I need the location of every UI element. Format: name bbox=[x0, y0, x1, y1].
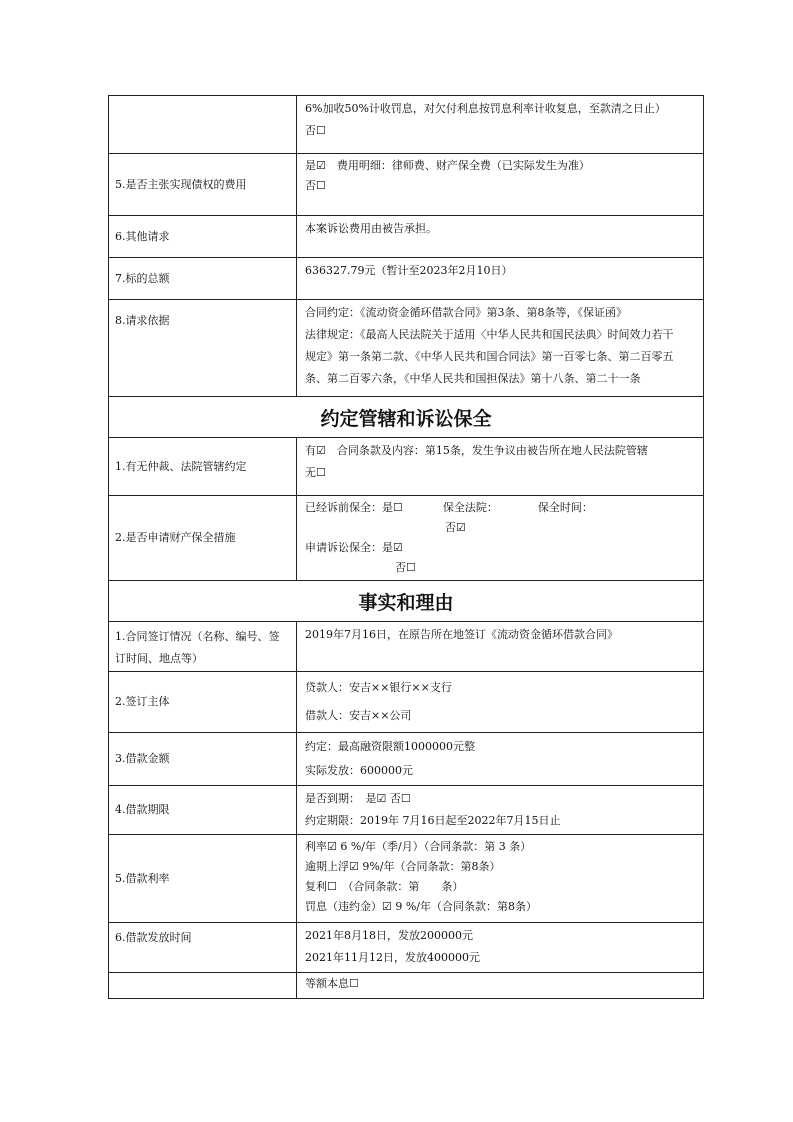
section-header-row bbox=[109, 581, 704, 622]
row-value bbox=[297, 96, 704, 154]
row-label bbox=[109, 973, 297, 999]
row-label: 1.合同签订情况（名称、编号、签订时间、地点等） bbox=[109, 622, 297, 672]
value-line: 申请诉讼保全：是☑ bbox=[305, 541, 403, 554]
row-label: 3.借款金额 bbox=[109, 733, 297, 786]
row-value bbox=[297, 835, 704, 923]
table-row bbox=[109, 835, 704, 923]
value-line: 约定：最高融资限额1000000元整 bbox=[305, 740, 475, 753]
value-line: 条、第二百零六条，《中华人民共和国担保法》第十八条、第二十一条 bbox=[305, 372, 641, 385]
row-label: 4.借款期限 bbox=[109, 786, 297, 835]
table-row bbox=[109, 258, 704, 300]
row-value bbox=[297, 733, 704, 786]
row-label: 5.是否主张实现债权的费用 bbox=[109, 154, 297, 216]
value-line: 规定》第一条第二款、《中华人民共和国合同法》第一百零七条、第二百零五 bbox=[305, 350, 674, 363]
table-row bbox=[109, 672, 704, 733]
row-label: 6.借款发放时间 bbox=[109, 923, 297, 973]
value-line: 约定期限：2019年 7月16日起至2022年7月15日止 bbox=[305, 814, 561, 827]
row-value bbox=[297, 438, 704, 496]
table-row bbox=[109, 973, 704, 999]
row-value bbox=[297, 923, 704, 973]
value-line: 借款人：安吉××公司 bbox=[305, 709, 412, 722]
value-line: 2021年11月12日，发放400000元 bbox=[305, 951, 480, 964]
row-label bbox=[109, 96, 297, 154]
value-line: 6%加收50%计收罚息，对欠付利息按罚息利率计收复息，至款清之日止） bbox=[305, 102, 666, 115]
value-line: 否☐ bbox=[305, 179, 326, 192]
value-line: 逾期上浮☑ 9%/年（合同条款：第8条） bbox=[305, 860, 501, 873]
row-value bbox=[297, 258, 704, 300]
row-label: 1.有无仲裁、法院管辖约定 bbox=[109, 438, 297, 496]
value-line: 合同约定：《流动资金循环借款合同》第3条、第8条等，《保证函》 bbox=[305, 306, 627, 319]
table-row bbox=[109, 300, 704, 397]
table-row bbox=[109, 496, 704, 581]
row-value bbox=[297, 154, 704, 216]
pre-suit-preservation: 已经诉前保全：是☐ bbox=[305, 501, 403, 514]
value-line: 2021年8月18日，发放200000元 bbox=[305, 929, 473, 942]
value-line: 实际发放：600000元 bbox=[305, 764, 413, 777]
table-row bbox=[109, 96, 704, 154]
table-row bbox=[109, 438, 704, 496]
row-label: 2.签订主体 bbox=[109, 672, 297, 733]
value-line: 是☑ 费用明细：律师费、财产保全费（已实际发生为准） bbox=[305, 159, 590, 172]
table-row bbox=[109, 923, 704, 973]
row-value bbox=[297, 786, 704, 835]
row-label: 2.是否申请财产保全措施 bbox=[109, 496, 297, 581]
row-label: 6.其他请求 bbox=[109, 216, 297, 258]
value-line: 否☑ bbox=[445, 521, 466, 534]
table-row bbox=[109, 786, 704, 835]
value-line: 否☐ bbox=[395, 561, 416, 574]
row-value bbox=[297, 216, 704, 258]
value-line: 法律规定：《最高人民法院关于适用〈中华人民共和国民法典〉时间效力若干 bbox=[305, 328, 674, 341]
row-value bbox=[297, 496, 704, 581]
table-row bbox=[109, 216, 704, 258]
row-label: 7.标的总额 bbox=[109, 258, 297, 300]
value-line: 有☑ 合同条款及内容：第15条，发生争议由被告所在地人民法院管辖 bbox=[305, 444, 648, 457]
complaint-form-table bbox=[108, 95, 704, 999]
value-line bbox=[305, 498, 695, 518]
table-row bbox=[109, 154, 704, 216]
row-value bbox=[297, 672, 704, 733]
section-title-jurisdiction: 约定管辖和诉讼保全 bbox=[109, 397, 704, 438]
value-line: 利率☑ 6 %/年（季/月）（合同条款：第 3 条） bbox=[305, 840, 532, 853]
row-label: 8.请求依据 bbox=[109, 300, 297, 397]
value-line: 636327.79元（暂计至2023年2月10日） bbox=[305, 264, 513, 277]
row-label: 5.借款利率 bbox=[109, 835, 297, 923]
table-row bbox=[109, 622, 704, 672]
preservation-court: 保全法院： bbox=[442, 501, 498, 514]
table-row bbox=[109, 733, 704, 786]
value-line: 否☐ bbox=[305, 124, 326, 137]
value-line: 复利☐ （合同条款：第 条） bbox=[305, 880, 464, 893]
value-line: 2019年7月16日，在原告所在地签订《流动资金循环借款合同》 bbox=[305, 628, 618, 641]
row-value bbox=[297, 300, 704, 397]
row-value bbox=[297, 973, 704, 999]
section-header-row bbox=[109, 397, 704, 438]
preservation-time: 保全时间： bbox=[537, 501, 593, 514]
value-line: 等额本息☐ bbox=[305, 977, 359, 990]
value-line: 本案诉讼费用由被告承担。 bbox=[305, 222, 437, 235]
value-line: 罚息（违约金）☑ 9 %/年（合同条款：第8条） bbox=[305, 900, 538, 913]
value-line: 是否到期： 是☑ 否☐ bbox=[305, 792, 411, 805]
value-line: 无☐ bbox=[305, 466, 326, 479]
row-value bbox=[297, 622, 704, 672]
section-title-facts: 事实和理由 bbox=[109, 581, 704, 622]
value-line: 贷款人：安吉××银行××支行 bbox=[305, 681, 452, 694]
